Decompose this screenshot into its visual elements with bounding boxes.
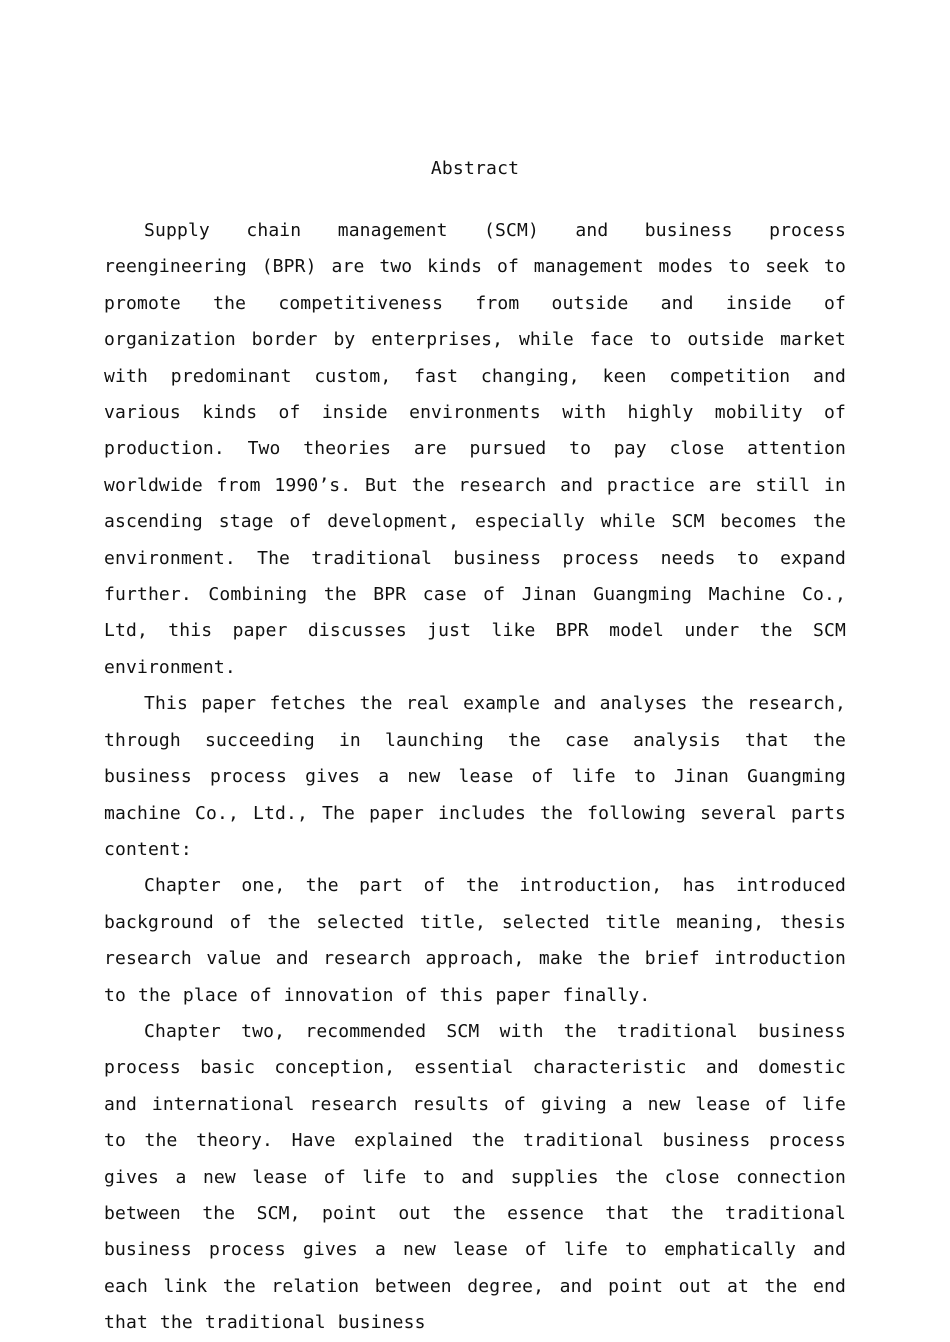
paragraph-3: Chapter one, the part of the introduction, has introduced background of the selected title, selected title meaning, thesis research value and research approach, make the brief introduction to the place of innovation of this paper finally. (104, 875, 846, 1006)
paragraph-4: Chapter two, recommended SCM with the traditional business process basic conception, essential characteristic and domestic and international research results of giving a new lease of life to the theory. Have explained the traditional business process gives a new lease of life to and supplies the close connection between the SCM, point out the essence that the traditional business process gives a new lease of life to emphatically and each link the relation between degree, and point out at the end that the traditional business (104, 1020, 846, 1334)
paragraph-1: Supply chain management (SCM) and business process reengineering (BPR) are two kinds of management modes to seek to promote the competitiveness from outside and inside of organization border by enterprises, while face to outside market with predominant custom, fast changing, keen competition and various kinds of inside environments with highly mobility of production. Two theories are pursued to pay close attention worldwide from 1990’s. But the research and practice are still in ascending stage of development, especially while SCM becomes the environment. The traditional business process needs to expand further. Combining the BPR case of Jinan Guangming Machine Co., Ltd, this paper discusses just like BPR model under the SCM environment. (104, 220, 846, 678)
abstract-body (104, 213, 846, 1342)
paragraph-2: This paper fetches the real example and analyses the research, through succeeding in launching the case analysis that the business process gives a new lease of life to Jinan Guangming machine Co., Ltd., The paper includes the following several parts content: (104, 693, 846, 860)
abstract-title: Abstract (430, 158, 520, 179)
